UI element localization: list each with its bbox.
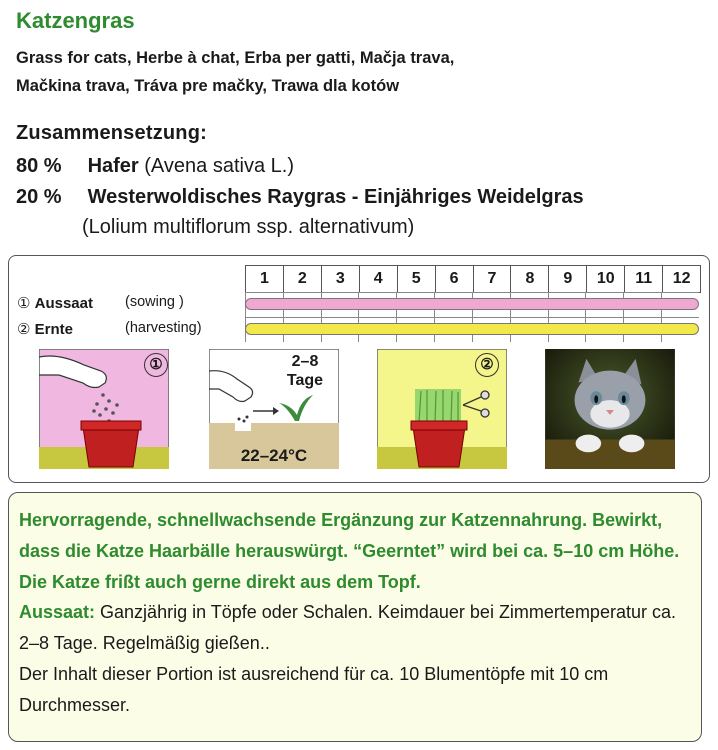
names-line-2: Mačkina trava, Tráva pre mačky, Trawa dla kotów: [16, 77, 400, 95]
month-label: 9: [548, 266, 586, 292]
composition-percent: 20 %: [16, 186, 62, 208]
month-header: [245, 265, 701, 293]
step-2-marker: ②: [17, 321, 31, 338]
month-label: 1: [260, 270, 269, 287]
month-label: 4: [359, 266, 397, 292]
sowing-row-label: [17, 294, 184, 312]
sowing-info-text: Ganzjährig in Töpfe oder Schalen. Keimdauer bei Zimmertemperatur ca. 2–8 Tage. Regelmäßig gießen..: [19, 602, 676, 653]
info-body: [19, 597, 699, 721]
composition-latin: (Lolium multiflorum ssp. alternativum): [82, 216, 415, 238]
page-title: Katzengras: [16, 8, 135, 33]
sowing-info-label: Aussaat:: [19, 602, 96, 622]
sowing-period-bar: [245, 298, 699, 310]
month-label: 6: [435, 266, 473, 292]
germination-temperature: 22–24°C: [240, 446, 308, 465]
harvest-label-en: (harvesting): [125, 320, 202, 336]
names-line-1: Grass for cats, Herbe à chat, Erba per gatti, Mačja trava,: [16, 49, 455, 67]
composition-percent: 80 %: [16, 155, 62, 177]
composition-heading: Zusammensetzung:: [16, 122, 208, 144]
composition-item-ryegrass: [16, 184, 584, 210]
month-label: 10: [586, 266, 624, 292]
sowing-label: Aussaat: [34, 295, 93, 312]
kitten-photo: [544, 349, 676, 469]
portion-info-text: Der Inhalt dieser Portion ist ausreichend für ca. 10 Blumentöpfe mit 10 cm Durchmesser.: [19, 664, 609, 715]
harvest-row-label: [17, 320, 202, 338]
step-2-badge: ②: [475, 353, 499, 377]
sowing-label-en: (sowing ): [125, 294, 184, 310]
germination-days: 2–8 Tage: [286, 353, 324, 389]
month-label: 12: [662, 266, 700, 292]
info-lead-text: Hervorragende, schnellwachsende Ergänzung zur Katzennahrung. Bewirkt, dass die Katze Haarbälle herauswürgt. “Geerntet” wird bei ca. 5–10 cm Höhe. Die Katze frißt auch gerne direkt aus dem Topf.: [19, 510, 680, 592]
composition-latin: (Avena sativa L.): [144, 155, 294, 177]
composition-name: Hafer: [87, 155, 139, 177]
month-label: 2: [283, 266, 321, 292]
step-1-badge: ①: [144, 353, 168, 377]
info-box: [8, 492, 702, 742]
month-label: 5: [397, 266, 435, 292]
month-label: 11: [624, 266, 662, 292]
common-names: [16, 44, 454, 100]
harvest-period-bar: [245, 323, 699, 335]
month-label: 7: [473, 266, 511, 292]
composition-name: Westerwoldisches Raygras - Einjähriges Weidelgras: [87, 186, 584, 208]
harvest-label: Ernte: [34, 321, 73, 338]
month-label: 3: [321, 266, 359, 292]
composition-item-oats: [16, 153, 294, 179]
sowing-calendar: [8, 255, 710, 483]
step-1-marker: ①: [17, 295, 31, 312]
month-label: 8: [510, 266, 548, 292]
